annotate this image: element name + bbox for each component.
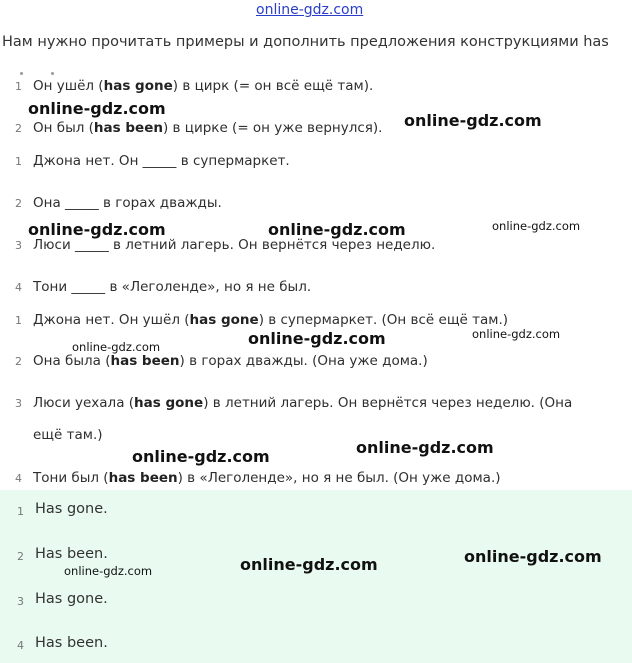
watermark: online-gdz.com <box>464 547 602 566</box>
watermark: online-gdz.com <box>248 329 386 348</box>
watermark: online-gdz.com <box>492 219 581 233</box>
filled-line: Люси уехала (has gone) в летний лагерь. Он вернётся через неделю. (Она <box>33 395 573 411</box>
example-line: Он ушёл (has gone) в цирк (= он всё ещё там). <box>33 78 374 94</box>
intro-text: Нам нужно прочитать примеры и дополнить предложения конструкциями has <box>2 34 609 50</box>
filled-line: Джона нет. Он ушёл (has gone) в супермаркет. (Он всё ещё там.) <box>33 312 509 328</box>
watermark: online-gdz.com <box>132 447 270 466</box>
filled-line-continuation: ещё там.) <box>33 427 103 443</box>
watermark: online-gdz.com <box>64 564 153 578</box>
task-number: 4 <box>15 281 22 294</box>
watermark: online-gdz.com <box>356 438 494 457</box>
answer-number: 1 <box>17 505 24 518</box>
filled-number: 4 <box>15 472 22 485</box>
task-number: 3 <box>15 239 22 252</box>
answer-text: Has been. <box>35 546 108 562</box>
answer-number: 3 <box>17 595 24 608</box>
answer-number: 2 <box>17 550 24 563</box>
filled-number: 2 <box>15 355 22 368</box>
watermark: online-gdz.com <box>72 340 161 354</box>
watermark: online-gdz.com <box>268 220 406 239</box>
cut-off-line <box>20 60 100 66</box>
filled-line: Она была (has been) в горах дважды. (Она уже дома.) <box>33 353 428 369</box>
watermark: online-gdz.com <box>404 111 542 130</box>
answer-text: Has gone. <box>35 591 108 607</box>
task-line: Она _____ в горах дважды. <box>33 195 222 211</box>
answer-text: Has gone. <box>35 501 108 517</box>
watermark: online-gdz.com <box>28 220 166 239</box>
watermark: online-gdz.com <box>472 327 561 341</box>
task-number: 1 <box>15 155 22 168</box>
task-line: Джона нет. Он _____ в супермаркет. <box>33 153 290 169</box>
example-number: 1 <box>15 80 22 93</box>
task-line: Тони _____ в «Леголенде», но я не был. <box>33 279 312 295</box>
example-line: Он был (has been) в цирке (= он уже вернулся). <box>33 120 383 136</box>
watermark-top: online-gdz.com <box>256 2 364 18</box>
answer-number: 4 <box>17 639 24 652</box>
answer-text: Has been. <box>35 635 108 651</box>
filled-number: 1 <box>15 314 22 327</box>
watermark: online-gdz.com <box>28 99 166 118</box>
task-number: 2 <box>15 197 22 210</box>
example-number: 2 <box>15 122 22 135</box>
filled-line: Тони был (has been) в «Леголенде», но я не был. (Он уже дома.) <box>33 470 501 486</box>
filled-number: 3 <box>15 397 22 410</box>
watermark: online-gdz.com <box>240 555 378 574</box>
task-line: Люси _____ в летний лагерь. Он вернётся через неделю. <box>33 237 436 253</box>
